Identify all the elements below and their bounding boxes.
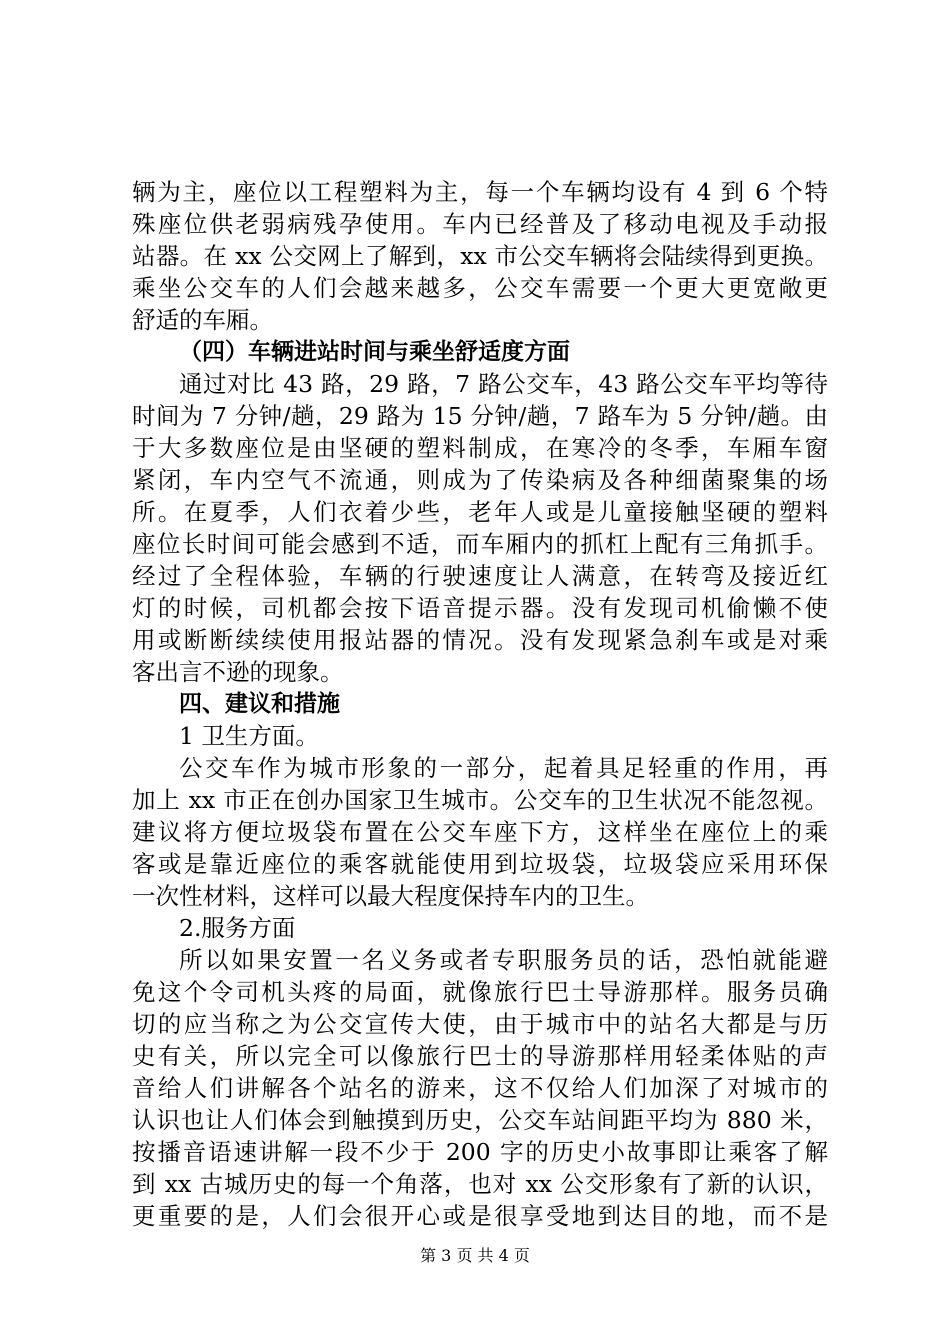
- text-line: 更重要的是，人们会很开心或是很享受地到达目的地，而不是: [132, 1202, 828, 1230]
- text-line: 通过对比 43 路，29 路，7 路公交车，43 路公交车平均等待: [179, 370, 828, 398]
- text-line: 客或是靠近座位的乘客就能使用到垃圾袋，垃圾袋应采用环保: [132, 850, 828, 878]
- text-line: 座位长时间可能会感到不适，而车厢内的抓杠上配有三角抓手。: [132, 530, 828, 558]
- section-heading-vehicle-arrival: （四）车辆进站时间与乘坐舒适度方面: [179, 339, 570, 365]
- paragraph-p1: [132, 176, 828, 336]
- subsection-title-hygiene: 1 卫生方面。: [179, 722, 319, 750]
- paragraph-p3: [132, 752, 828, 912]
- document-body: [132, 176, 828, 1232]
- text-line: 舒适的车厢。: [132, 306, 273, 334]
- text-line: 站器。在 xx 公交网上了解到，xx 市公交车辆将会陆续得到更换。: [132, 242, 828, 270]
- text-line: 免这个令司机头疼的局面，就像旅行巴士导游那样。服务员确: [132, 978, 828, 1006]
- subsection-title-service: 2.服务方面: [179, 914, 296, 942]
- text-line: 公交车作为城市形象的一部分，起着具足轻重的作用，再: [179, 754, 828, 782]
- text-line: 所以如果安置一名义务或者专职服务员的话，恐怕就能避: [179, 946, 828, 974]
- text-line: 殊座位供老弱病残孕使用。车内已经普及了移动电视及手动报: [132, 210, 828, 238]
- text-line: 按播音语速讲解一段不少于 200 字的历史小故事即让乘客了解: [132, 1138, 828, 1166]
- text-line: 用或断断续续使用报站器的情况。没有发现紧急刹车或是对乘: [132, 626, 828, 654]
- section-heading-suggestions: 四、建议和措施: [179, 691, 340, 717]
- paragraph-p2: [132, 368, 828, 688]
- text-line: 音给人们讲解各个站名的游来，这不仅给人们加深了对城市的: [132, 1074, 828, 1102]
- text-line: 客出言不逊的现象。: [132, 658, 344, 686]
- text-line: 一次性材料，这样可以最大程度保持车内的卫生。: [132, 882, 649, 910]
- text-line: 辆为主，座位以工程塑料为主，每一个车辆均设有 4 到 6 个特: [132, 178, 828, 206]
- text-line: 时间为 7 分钟/趟，29 路为 15 分钟/趟，7 路车为 5 分钟/趟。由: [132, 402, 828, 430]
- text-line: 灯的时候，司机都会按下语音提示器。没有发现司机偷懒不使: [132, 594, 828, 622]
- text-line: 切的应当称之为公交宣传大使，由于城市中的站名大都是与历: [132, 1010, 828, 1038]
- text-line: 乘坐公交车的人们会越来越多，公交车需要一个更大更宽敞更: [132, 274, 828, 302]
- text-line: 加上 xx 市正在创办国家卫生城市。公交车的卫生状况不能忽视。: [132, 786, 828, 814]
- text-line: 所。在夏季，人们衣着少些，老年人或是儿童接触坚硬的塑料: [132, 498, 828, 526]
- text-line: 经过了全程体验，车辆的行驶速度让人满意，在转弯及接近红: [132, 562, 828, 590]
- text-line: 认识也让人们体会到触摸到历史，公交车站间距平均为 880 米，: [132, 1106, 828, 1134]
- text-line: 紧闭，车内空气不流通，则成为了传染病及各种细菌聚集的场: [132, 466, 828, 494]
- paragraph-p4: [132, 944, 828, 1232]
- text-line: 到 xx 古城历史的每一个角落，也对 xx 公交形象有了新的认识，: [132, 1170, 828, 1198]
- text-line: 于大多数座位是由坚硬的塑料制成，在寒冷的冬季，车厢车窗: [132, 434, 828, 462]
- text-line: 史有关，所以完全可以像旅行巴士的导游那样用轻柔体贴的声: [132, 1042, 828, 1070]
- text-line: 建议将方便垃圾袋布置在公交车座下方，这样坐在座位上的乘: [132, 818, 828, 846]
- page-number-footer: 第 3 页 共 4 页: [420, 1246, 530, 1265]
